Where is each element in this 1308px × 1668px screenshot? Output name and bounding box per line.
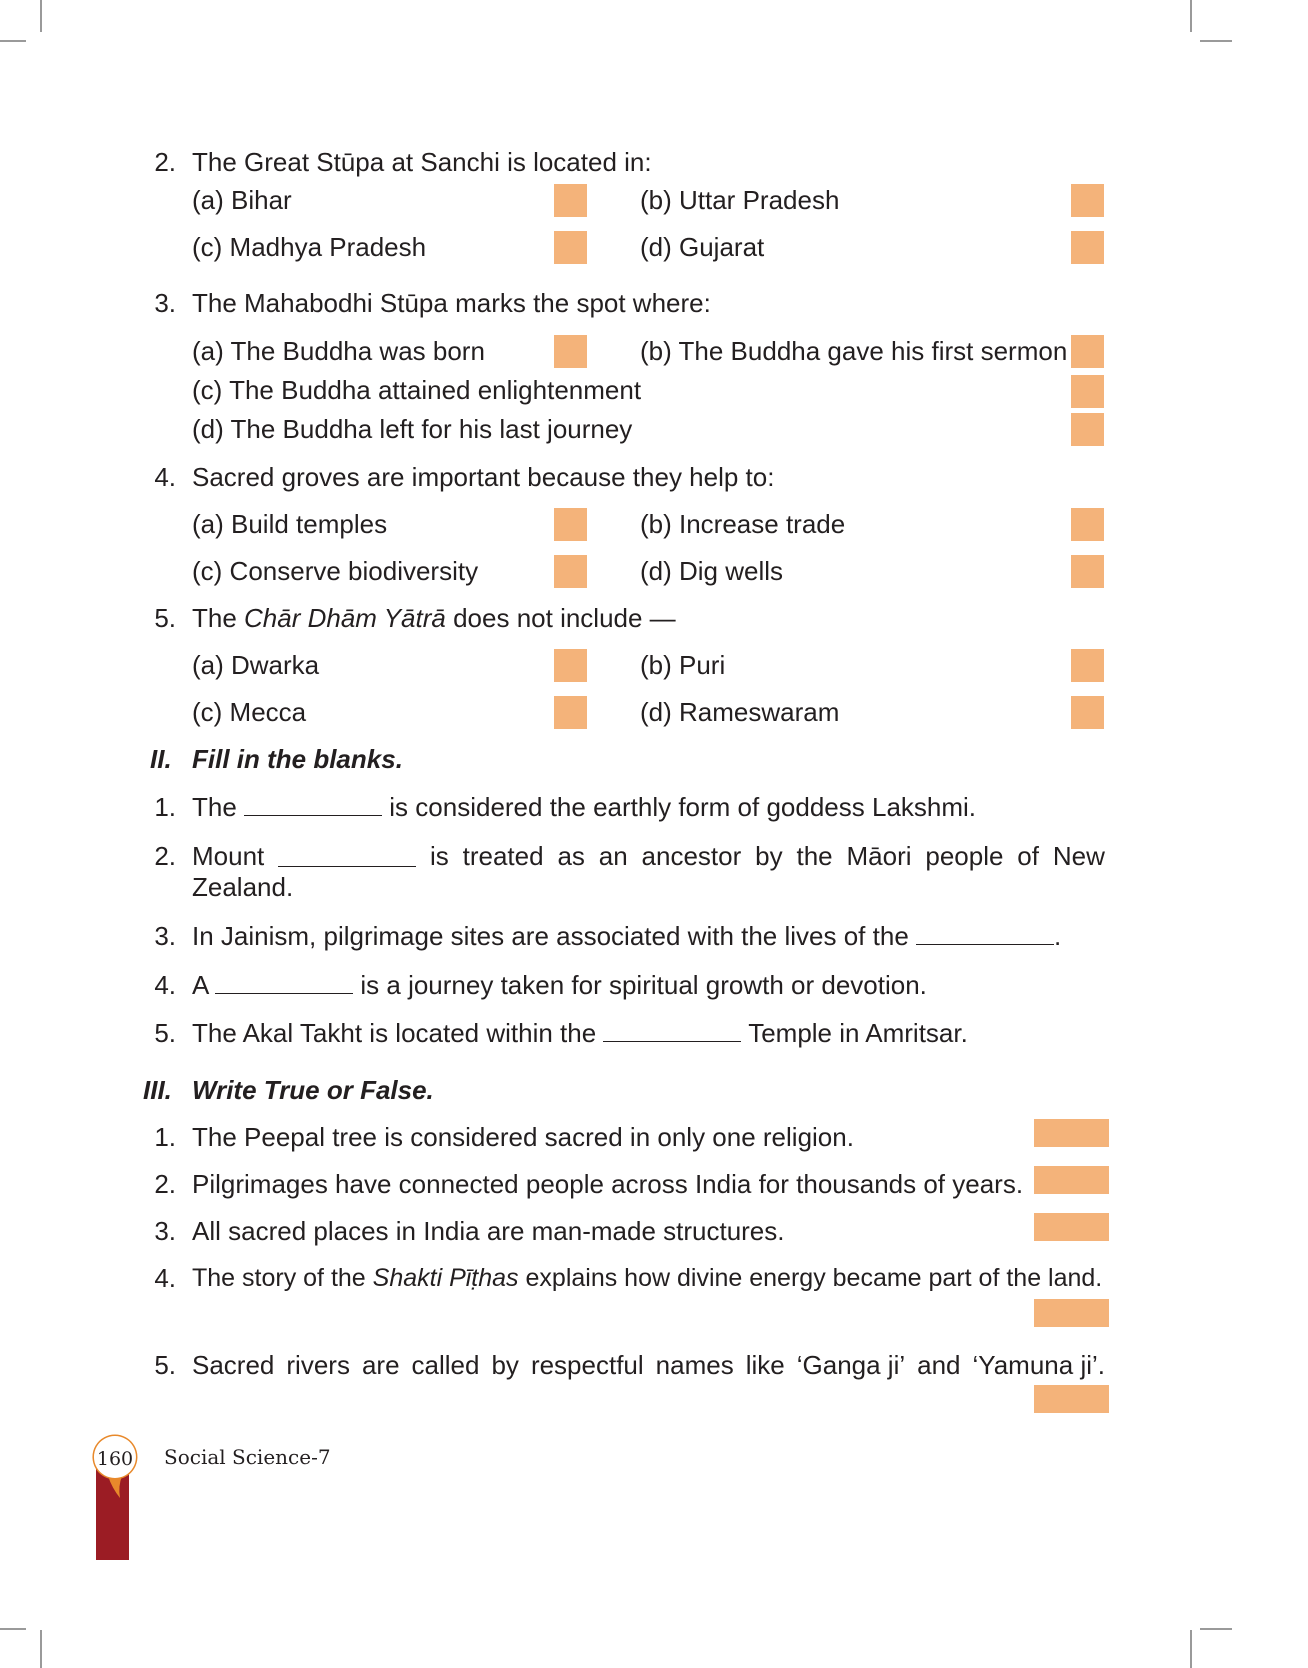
word: names — [655, 1350, 734, 1380]
answer-box[interactable] — [554, 696, 587, 729]
answer-box[interactable] — [1071, 413, 1104, 446]
item-number: 3. — [154, 921, 176, 951]
answer-box[interactable] — [1071, 184, 1104, 217]
word: New — [1052, 841, 1105, 871]
blank-line[interactable] — [916, 920, 1054, 945]
section-heading-number: II. — [150, 744, 172, 774]
item-number: 2. — [154, 1169, 176, 1199]
book-title: Social Science-7 — [164, 1445, 331, 1469]
word: of — [1017, 841, 1039, 871]
item-number: 5. — [154, 1350, 176, 1380]
answer-box[interactable] — [1071, 375, 1104, 408]
option-b: (b) The Buddha gave his first sermon — [640, 336, 1068, 366]
item-text-before: A — [192, 970, 208, 1000]
fill-blank-item — [192, 969, 927, 1001]
answer-box[interactable] — [1071, 555, 1104, 588]
crop-mark — [1190, 1630, 1192, 1668]
word: and — [917, 1350, 961, 1380]
answer-box[interactable] — [1034, 1119, 1109, 1147]
blank-line[interactable] — [215, 969, 353, 994]
crop-mark — [1200, 40, 1232, 42]
question-text-start: The — [192, 603, 245, 633]
question-text-end: does not include — — [445, 603, 676, 633]
word: is — [429, 841, 449, 871]
item-number: 1. — [154, 1122, 176, 1152]
crop-mark — [1200, 1628, 1232, 1630]
item-text-after: Temple in Amritsar. — [748, 1018, 968, 1048]
option-b: (b) Uttar Pradesh — [640, 185, 840, 215]
word: respectful — [530, 1350, 644, 1380]
statement-text: Pilgrimages have connected people across India for thousands of years. — [192, 1169, 1024, 1199]
option-c: (c) The Buddha attained enlightenment — [192, 375, 642, 405]
question-number: 2. — [154, 147, 176, 177]
word: by — [491, 1350, 519, 1380]
word: people — [925, 841, 1004, 871]
option-a: (a) Bihar — [192, 185, 292, 215]
crop-mark — [40, 0, 42, 32]
item-text-before: In Jainism, pilgrimage sites are associated with the lives of the — [192, 921, 909, 951]
answer-box[interactable] — [1071, 696, 1104, 729]
question-text-italic: Chār Dhām Yātrā — [244, 603, 446, 633]
word: an — [598, 841, 628, 871]
crop-mark — [40, 1630, 42, 1668]
word: ancestor — [641, 841, 742, 871]
answer-box[interactable] — [554, 184, 587, 217]
word: treated — [462, 841, 544, 871]
option-a: (a) Build temples — [192, 509, 388, 539]
statement-text-justified — [192, 1349, 1105, 1381]
item-text-after: is considered the earthly form of goddess Lakshmi. — [389, 792, 977, 822]
option-d: (d) Dig wells — [640, 556, 784, 586]
option-b: (b) Puri — [640, 650, 726, 680]
word: ‘Ganga ji’ — [796, 1350, 906, 1380]
option-c: (c) Conserve biodiversity — [192, 556, 479, 586]
statement-start: The story of the — [192, 1264, 373, 1292]
statement-text — [192, 1262, 1102, 1294]
item-continuation: Zealand. — [192, 872, 294, 902]
item-number: 1. — [154, 792, 176, 822]
question-number: 3. — [154, 288, 176, 318]
word: like — [745, 1350, 785, 1380]
item-text-before: The — [192, 792, 237, 822]
section-heading: Write True or False. — [192, 1075, 434, 1105]
fill-blank-item — [192, 791, 976, 823]
crop-mark — [0, 1628, 26, 1630]
answer-box[interactable] — [1071, 335, 1104, 368]
question-text: The Mahabodhi Stūpa marks the spot where: — [192, 288, 711, 318]
word: the — [796, 841, 833, 871]
option-c: (c) Madhya Pradesh — [192, 232, 427, 262]
option-d: (d) Rameswaram — [640, 697, 840, 727]
statement-italic: Shakti Pīṭhas — [372, 1264, 519, 1292]
crop-mark — [0, 40, 26, 42]
option-a: (a) Dwarka — [192, 650, 320, 680]
statement-text: All sacred places in India are man-made structures. — [192, 1216, 785, 1246]
answer-box[interactable] — [554, 335, 587, 368]
answer-box[interactable] — [1071, 508, 1104, 541]
page-number: 160 — [96, 1448, 134, 1470]
answer-box[interactable] — [554, 508, 587, 541]
word: Māori — [846, 841, 912, 871]
word: by — [755, 841, 783, 871]
section-heading-number: III. — [143, 1075, 172, 1105]
word: as — [557, 841, 585, 871]
item-number: 2. — [154, 841, 176, 871]
fill-blank-item — [192, 1017, 968, 1049]
item-text-after: is a journey taken for spiritual growth or devotion. — [360, 970, 927, 1000]
blank-line[interactable] — [278, 840, 416, 867]
statement-text: The Peepal tree is considered sacred in only one religion. — [192, 1122, 854, 1152]
item-number: 3. — [154, 1216, 176, 1246]
answer-box[interactable] — [1034, 1213, 1109, 1241]
answer-box[interactable] — [554, 555, 587, 588]
word: Sacred — [192, 1350, 275, 1380]
statement-end: explains how divine energy became part of the land. — [518, 1264, 1103, 1292]
question-text: The Great Stūpa at Sanchi is located in: — [192, 147, 652, 177]
item-number: 4. — [154, 970, 176, 1000]
answer-box[interactable] — [554, 649, 587, 682]
answer-box[interactable] — [1034, 1166, 1109, 1194]
word: Mount — [192, 841, 265, 871]
option-a: (a) The Buddha was born — [192, 336, 485, 366]
blank-line[interactable] — [244, 791, 382, 816]
item-number: 4. — [154, 1263, 176, 1293]
answer-box[interactable] — [1071, 231, 1104, 264]
word: are — [361, 1350, 400, 1380]
question-text — [192, 602, 676, 634]
crop-mark — [1190, 0, 1192, 32]
answer-box[interactable] — [1034, 1385, 1109, 1413]
item-text-after: . — [1054, 921, 1062, 951]
word: rivers — [286, 1350, 350, 1380]
word: ‘Yamuna ji’. — [972, 1350, 1105, 1380]
blank-line[interactable] — [603, 1017, 741, 1042]
answer-box[interactable] — [554, 231, 587, 264]
option-b: (b) Increase trade — [640, 509, 846, 539]
answer-box[interactable] — [1071, 649, 1104, 682]
question-text: Sacred groves are important because they help to: — [192, 462, 775, 492]
section-heading: Fill in the blanks. — [192, 744, 403, 774]
option-c: (c) Mecca — [192, 697, 307, 727]
item-number: 5. — [154, 1018, 176, 1048]
option-d: (d) Gujarat — [640, 232, 765, 262]
fill-blank-item — [192, 920, 1061, 952]
question-number: 4. — [154, 462, 176, 492]
answer-box[interactable] — [1034, 1299, 1109, 1327]
item-text-before: The Akal Takht is located within the — [192, 1018, 597, 1048]
fill-blank-item-justified — [192, 840, 1105, 872]
question-number: 5. — [154, 603, 176, 633]
option-d: (d) The Buddha left for his last journey — [192, 414, 633, 444]
word: called — [411, 1350, 480, 1380]
